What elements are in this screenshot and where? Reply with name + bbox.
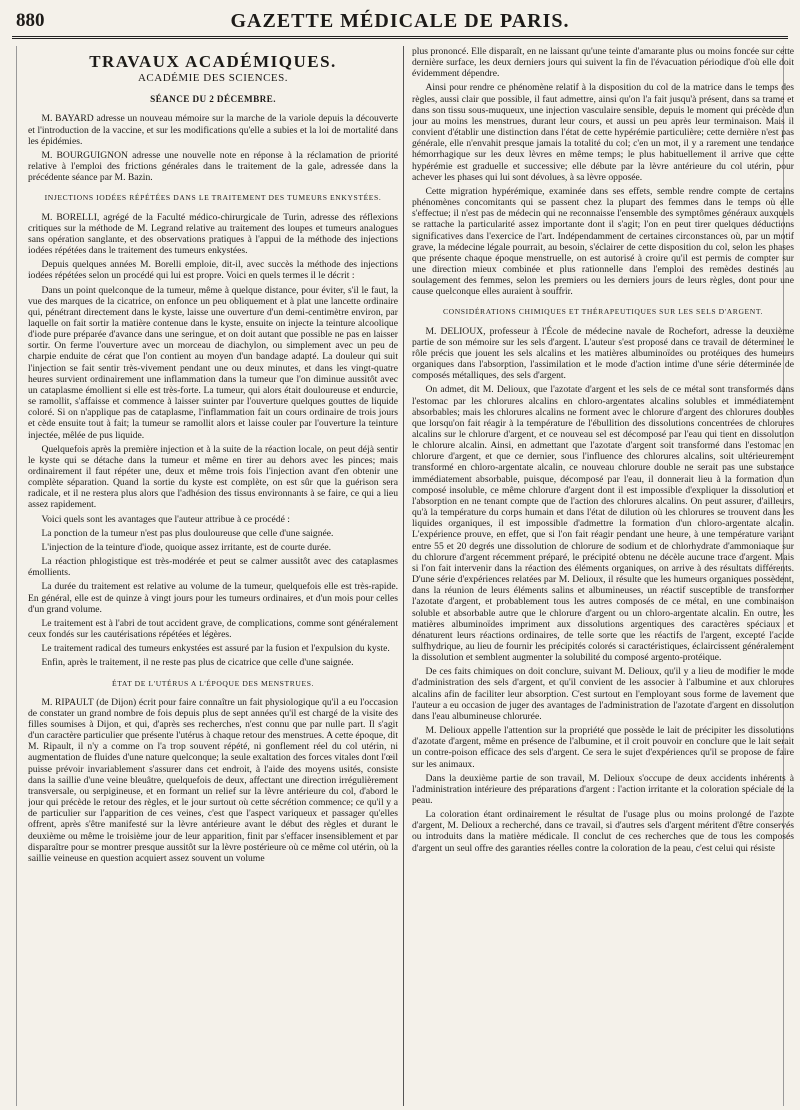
- column-divider: [403, 46, 404, 1106]
- paragraph: Depuis quelques années M. Borelli emploie, dit-il, avec succès la méthode des injections iodées répétées selon un procédé qui lui est propre. Voici en quels termes il le décrit :: [28, 259, 398, 282]
- subsection-title: ACADÉMIE DES SCIENCES.: [137, 72, 289, 85]
- journal-title: GAZETTE MÉDICALE DE PARIS.: [230, 10, 570, 32]
- paragraph: Voici quels sont les avantages que l'auteur attribue à ce procédé :: [41, 513, 290, 525]
- paragraph-bayard: M. BAYARD adresse un nouveau mémoire sur la marche de la variole depuis la découverte et l'introduction de la vaccine, et sur les modifications qu'elle a subies et la loi de mortalité dans les épidémies.: [28, 113, 398, 147]
- paragraph: Enfin, après le traitement, il ne reste pas plus de cicatrice que celle d'une saignée.: [41, 657, 354, 669]
- paragraph: Dans un point quelconque de la tumeur, même à quelque distance, pour éviter, s'il le faut, la vue des marques de la cicatrice, on enfonce un peu obliquement et à plat une lancette ordinaire qui, pénétrant directement dans le kyste, laisse une ouverture d'un demi-centimètre environ, par laquelle on fait sortir la matière contenue dans le kyste, ensuite on injecte la teinture alcoolique d'iode pure préparée d'avance dans une seringue, et on doit autant que possible ne pas en laisser sortir. On ferme l'ouverture avec un morceau de diachylon, ou simplement avec un peu de charpie enduite de cérat que l'on contient au moyen d'un bandage adapté. La douleur qui suit l'injection se fait sentir très-vivement pendant une ou deux minutes, et dans les vingt-quatre heures survient ordinairement une inflammation dans la tumeur que l'on diminue aussitôt avec un cataplasme émollient si elle est très-forte. La tumeur, qui alors était douloureuse et endurcie, se ramollit, s'affaisse et commence à laisser suinter par l'ouverture quelques gouttes de liquide coloré. Si on n'applique pas de cataplasme, l'inflammation fait un cours ordinaire de trois jours et cède ensuite tout à fait; la tumeur se ramollit alors et laisse couler par l'ouverture la teinture injectée, mêlée de pus liquide.: [28, 284, 398, 441]
- left-column: [28, 46, 398, 1106]
- heading-etat-uterus: ÉTAT DE L'UTÉRUS A L'ÉPOQUE DES MENSTRUES.: [111, 678, 315, 688]
- left-margin-line: [16, 46, 17, 1106]
- paragraph: M. Delioux appelle l'attention sur la propriété que possède le lait de précipiter les dissolutions d'azotate d'argent, même en présence de l'albumine, et il croit pouvoir en conclure que le lait serait un contre-poison efficace des sels d'argent. Ce sera le sujet d'expériences qu'il se propose de faire sur les animaux.: [412, 725, 794, 770]
- page-number: 880: [16, 10, 45, 31]
- paragraph: La réaction phlogistique est très-modérée et peut se calmer aussitôt avec des cataplasmes émollients.: [28, 556, 398, 579]
- paragraph: Quelquefois après la première injection et à la suite de la réaction locale, on peut déjà sentir le kyste qui se détache dans la tumeur et même en tirer au dehors avec les pinces; mais ordinairement il faut répéter une, deux et même trois fois l'injection avant d'en obtenir une complète séparation. Quand la sortie du kyste est complète, on est sûr que la guérison sera radicale, et il ne restera plus alors que l'adhésion des tissus environnants à se faire, ce qui a lieu assez rapidement.: [28, 443, 398, 511]
- paragraph: Le traitement est à l'abri de tout accident grave, de complications, comme sont généralement ceux fondés sur les cautérisations répétées et légères.: [28, 617, 398, 641]
- paragraph-continued: plus prononcé. Elle disparaît, en ne laissant qu'une teinte d'amarante plus ou moins foncée sur cette dernière surface, les deux derniers jours qui suivent la fin de l'évacuation périodique d'où elle doit évidemment dépendre.: [412, 46, 794, 80]
- paragraph: On admet, dit M. Delioux, que l'azotate d'argent et les sels de ce métal sont transformés dans l'estomac par les chlorures alcalins en chloro-argentates alcalins solubles et immédiatement absorbables; mais les chlorures alcalins ne forment avec le chlorure d'argent des chlorures doubles que lorsqu'on fait réagir à la température de l'ébullition des dissolutions concentrées de chlorures alcalins sur le chlorure d'argent, et ce nouveau sel est décomposé par l'eau qui tient en dissolution le chlorure alcalin. Ainsi, en admettant que l'azotate d'argent soit transformé dans l'estomac en chlorure d'argent, et que ce dernier, sous l'influence des chlorures alcalins, soit ultérieurement transformé en chloro-argentate alcalin, ce nouveau chlorure double ne serait pas une substance immédiatement absorbable, puisque, décomposé par l'eau, il donnerait lieu à la formation d'un composé insoluble, ce même chlorure d'argent dont il est impossible d'expliquer la dissolution et l'absorption en ne tenant compte que de l'action des chlorures alcalins. On peut assurer, d'ailleurs, qu'à la température du corps humain et dans l'état de dilution où les chlorures se trouvent dans les liquides organiques, il est impossible d'admettre la formation d'un chloro-argentate alcalin. L'expérience prouve, en effet, que si l'on fait réagir pendant une heure, à une température variant entre 55 et 20 degrés une dissolution de chlorure de sodium et de chlorhydrate d'ammoniaque sur du chlorure d'argent récemment préparé, le précipité obtenu ne décèle aucune trace d'argent. Mais si l'on fait intervenir dans la réaction des éléments organiques, on arrive à des résultats différents. D'une série d'expériences relatées par M. Delioux, il résulte que les humeurs organiques possèdent, dans la réunion de leurs éléments salins et albumineuses, un réactif susceptible de transformer l'azotate d'argent, et probablement tous les autres composés de ce métal, en une combinaison soluble et absorbable autre que le chlorure d'argent ou un chloro-argentate alcalin. En outre, les matières albuminoïdes impriment aux dissolutions argentiques des caractères spéciaux et dénaturent leurs réactions ordinaires, de telle sorte que les réactifs de l'argent, excepté l'acide sulfhydrique, au lieu de fournir les précipités colorés si caractéristiques, éclaircissent généralement la dissolution et semblent augmenter la solubilité du composé argento-protéique.: [412, 384, 794, 664]
- paragraph: Dans la deuxième partie de son travail, M. Delioux s'occupe de deux accidents inhérents à l'administration intérieure des préparations d'argent : l'action irritante et la coloration spéciale de la peau.: [412, 772, 794, 806]
- paragraph-bourguignon: M. BOURGUIGNON adresse une nouvelle note en réponse à la réclamation de priorité relative à l'emploi des frictions générales dans le traitement de la gale, adressée dans la précédente séance par M. Bazin.: [28, 149, 398, 184]
- paragraph: La durée du traitement est relative au volume de la tumeur, quelquefois elle est très-rapide. En général, elle est de quinze à vingt jours pour les tumeurs ordinaires, et d'un mois pour celles d'un grand volume.: [28, 581, 398, 615]
- seance-heading: SÉANCE DU 2 DÉCEMBRE.: [150, 94, 276, 105]
- paragraph: De ces faits chimiques on doit conclure, suivant M. Delioux, qu'il y a lieu de modifier le mode d'administration des sels d'argent, et qu'il convient de les associer à l'albumine et aux chlorures alcalins afin de faciliter leur absorption. C'est surtout en l'employant sous forme de lavement que l'auteur a eu occasion de juger des avantages de l'administration de l'azotate d'argent en dissolution dans l'eau albumineuse chlorurée.: [412, 666, 794, 722]
- paragraph: La coloration étant ordinairement le résultat de l'usage plus ou moins prolongé de l'azote d'argent, M. Delioux a recherché, dans ce travail, si d'autres sels d'argent méritent d'être conservés ou introduits dans la matière médicale. Il conclut de ces recherches que de tous les composés d'argent un seul offre des garanties réelles contre la coloration de la peau, c'est celui qui résiste: [412, 809, 794, 854]
- paragraph: Le traitement radical des tumeurs enkystées est assuré par la fusion et l'expulsion du kyste.: [41, 643, 390, 655]
- page-header: [12, 8, 788, 39]
- paragraph: La ponction de la tumeur n'est pas plus douloureuse que celle d'une saignée.: [41, 527, 334, 539]
- paragraph: Ainsi pour rendre ce phénomène relatif à la disposition du col de la matrice dans le temps des règles, aussi clair que possible, il faut admettre, ainsi qu'on l'a fait jusqu'à présent, dans sa trame et dans son tissu sous-muqueux, une injection vasculaire sensible, depuis le moment qui précède d'un jour au moins les menstrues, durant leur cours, et aussi un peu après leur terminaison. Mais il convient d'établir une distinction dans l'état de cette hypérémie particulière; cette dernière n'est pas générale, elle n'envahit presque jamais la totalité du col; c'en un mot, il y a rarement une tendance hémorrhagique sur les deux lèvres en même temps; le plus habituellement il arrive que cette hypérémie est graduelle et successive; elle débute par la lèvre antérieure du col utérin, pour achever les phases qui lui sont dévolues, à sa lèvre opposée.: [412, 82, 794, 183]
- paragraph-borelli: M. BORELLI, agrégé de la Faculté médico-chirurgicale de Turin, adresse des réflexions critiques sur la méthode de M. Legrand relative au traitement des loupes et tumeurs analogues sans opération sanglante, et des observations pratiques à l'appui de la méthode des injections iodées répétées dans le traitement des tumeurs enkystées.: [28, 211, 398, 257]
- paragraph-delioux: M. DELIOUX, professeur à l'École de médecine navale de Rochefort, adresse la deuxième partie de son mémoire sur les sels d'argent. L'auteur s'est proposé dans ce travail de déterminer le rôle précis que jouent les sels alcalins et les matières albuminoïdes ou protéiques des humeurs organiques dans l'absorption, l'assimilation et le mode d'action intime d'une série déterminée de composés métalliques, des sels d'argent.: [412, 325, 794, 382]
- paragraph: Cette migration hypérémique, examinée dans ses effets, semble rendre compte de certains phénomènes concomitants qui se passent chez la plupart des femmes dans le temps où elle s'effectue; il n'est pas de médecin qui ne reconnaisse l'ensemble des symptômes généraux auxquels se rattache la particularité assez importante dont il s'agit; l'on en peut tirer quelques déductions significatives dans l'exercice de l'art. Indépendamment de certaines circonstances où, par un motif grave, la médecine légale pourrait, au besoin, s'éclairer de cette disposition du col, selon les phases que présente chaque époque menstruelle, on est autorisé à croire qu'il est permis de compter sur une direction mieux combinée et plus rationnelle dans l'emploi des remèdes destinés au soulagement des femmes, selon les premiers ou les derniers jours de leurs règles, dont pour une cause quelconque elles auraient à souffrir.: [412, 185, 794, 298]
- paragraph-ripault: M. RIPAULT (de Dijon) écrit pour faire connaître un fait physiologique qu'il a eu l'occasion de constater un grand nombre de fois depuis plus de sept années qu'il est chargé de la visite des filles soumises à Dijon, et qui, d'après ses recherches, n'est connu que par nulle part. Il s'agit d'un caractère particulier que présente l'utérus à chaque retour des menstrues. A cette époque, dit M. Ripault, il n'y a comme on l'a trop souvent répété, ni gonflement réel du col utérin, ni augmentation de fluides d'une nature quelconque; la seule exaltation des forces vitales dont l'œil puisse prévoir invariablement s'assurer dans cet endroit, à l'aide des moyens usités, consiste dans la saillie d'une veine bleuâtre, quelquefois de deux, affectant une direction irrégulièrement transversale, ou serpigineuse, et en formant un relief sur la lèvre antérieure du col, d'abord le jour qui précède le retour des règles, et le jour surtout où cette sécrétion commence; ce qu'il y a de particulier sur l'apparition de ces veines, c'est que l'aspect variqueux et passager qu'elles offrent, après s'être manifesté sur la lèvre antérieure avant le début des règles et durant le deuxième ou même le troisième jour de leur apparition, finit par s'effacer insensiblement et par disparaître pour se montrer presque aussitôt sur la lèvre postérieure où ce même col utérin, où la saillie veineuse en question acquiert assez souvent un volume: [28, 696, 398, 864]
- right-column: [412, 46, 794, 1106]
- heading-sels-argent: CONSIDÉRATIONS CHIMIQUES ET THÉRAPEUTIQUES SUR LES SELS D'ARGENT.: [442, 307, 764, 317]
- paragraph: L'injection de la teinture d'iode, quoique assez irritante, est de courte durée.: [41, 541, 331, 553]
- section-title: TRAVAUX ACADÉMIQUES.: [89, 52, 337, 71]
- heading-injections-iodees: INJECTIONS IODÉES RÉPÉTÉES DANS LE TRAITEMENT DES TUMEURS ENKYSTÉES.: [44, 193, 382, 203]
- article-columns: [12, 46, 794, 1106]
